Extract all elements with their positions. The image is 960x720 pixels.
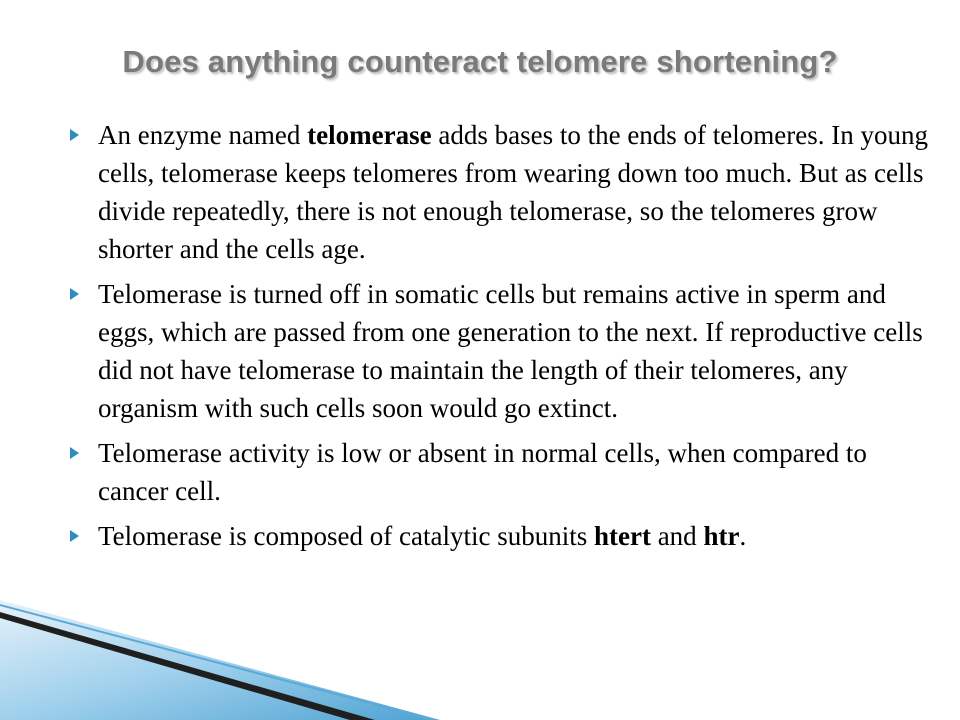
triangle-right-icon bbox=[70, 530, 79, 542]
bullet-item bbox=[70, 116, 930, 268]
slide-title: Does anything counteract telomere shortening? bbox=[122, 44, 838, 79]
bullet-item bbox=[70, 517, 930, 555]
swoosh-light-band bbox=[0, 600, 440, 720]
decorative-swoosh bbox=[0, 590, 960, 720]
bullet-text: Telomerase is turned off in somatic cells but remains active in sperm and eggs, which are passed from one generation to the next. If reproductive cells did not have telomerase to maintain the length of their telomeres, any organism with such cells soon would go extinct. bbox=[98, 279, 923, 423]
bullet-text: An enzyme named bbox=[98, 120, 308, 150]
bullet-text: Telomerase is composed of catalytic subunits bbox=[98, 521, 594, 551]
bullet-text: Telomerase activity is low or absent in normal cells, when compared to cancer cell. bbox=[98, 438, 867, 506]
triangle-right-icon bbox=[70, 129, 79, 141]
bullet-item bbox=[70, 434, 930, 510]
bullet-text: adds bases to the ends of telomeres. In young cells, telomerase keeps telomeres from wearing down too much. But as cells divide repeatedly, there is not enough telomerase, so the telomeres grow shorter and the cells age. bbox=[98, 120, 928, 264]
bullet-text: . bbox=[739, 521, 747, 551]
bullet-bold-term: telomerase bbox=[307, 120, 432, 150]
bullet-list bbox=[70, 116, 930, 562]
bullet-bold-term: htert bbox=[593, 521, 651, 551]
bullet-item bbox=[70, 275, 930, 427]
bullet-bold-term: htr bbox=[703, 521, 740, 551]
bullet-text: and bbox=[650, 521, 704, 551]
triangle-right-icon bbox=[70, 288, 79, 300]
triangle-right-icon bbox=[70, 447, 79, 459]
